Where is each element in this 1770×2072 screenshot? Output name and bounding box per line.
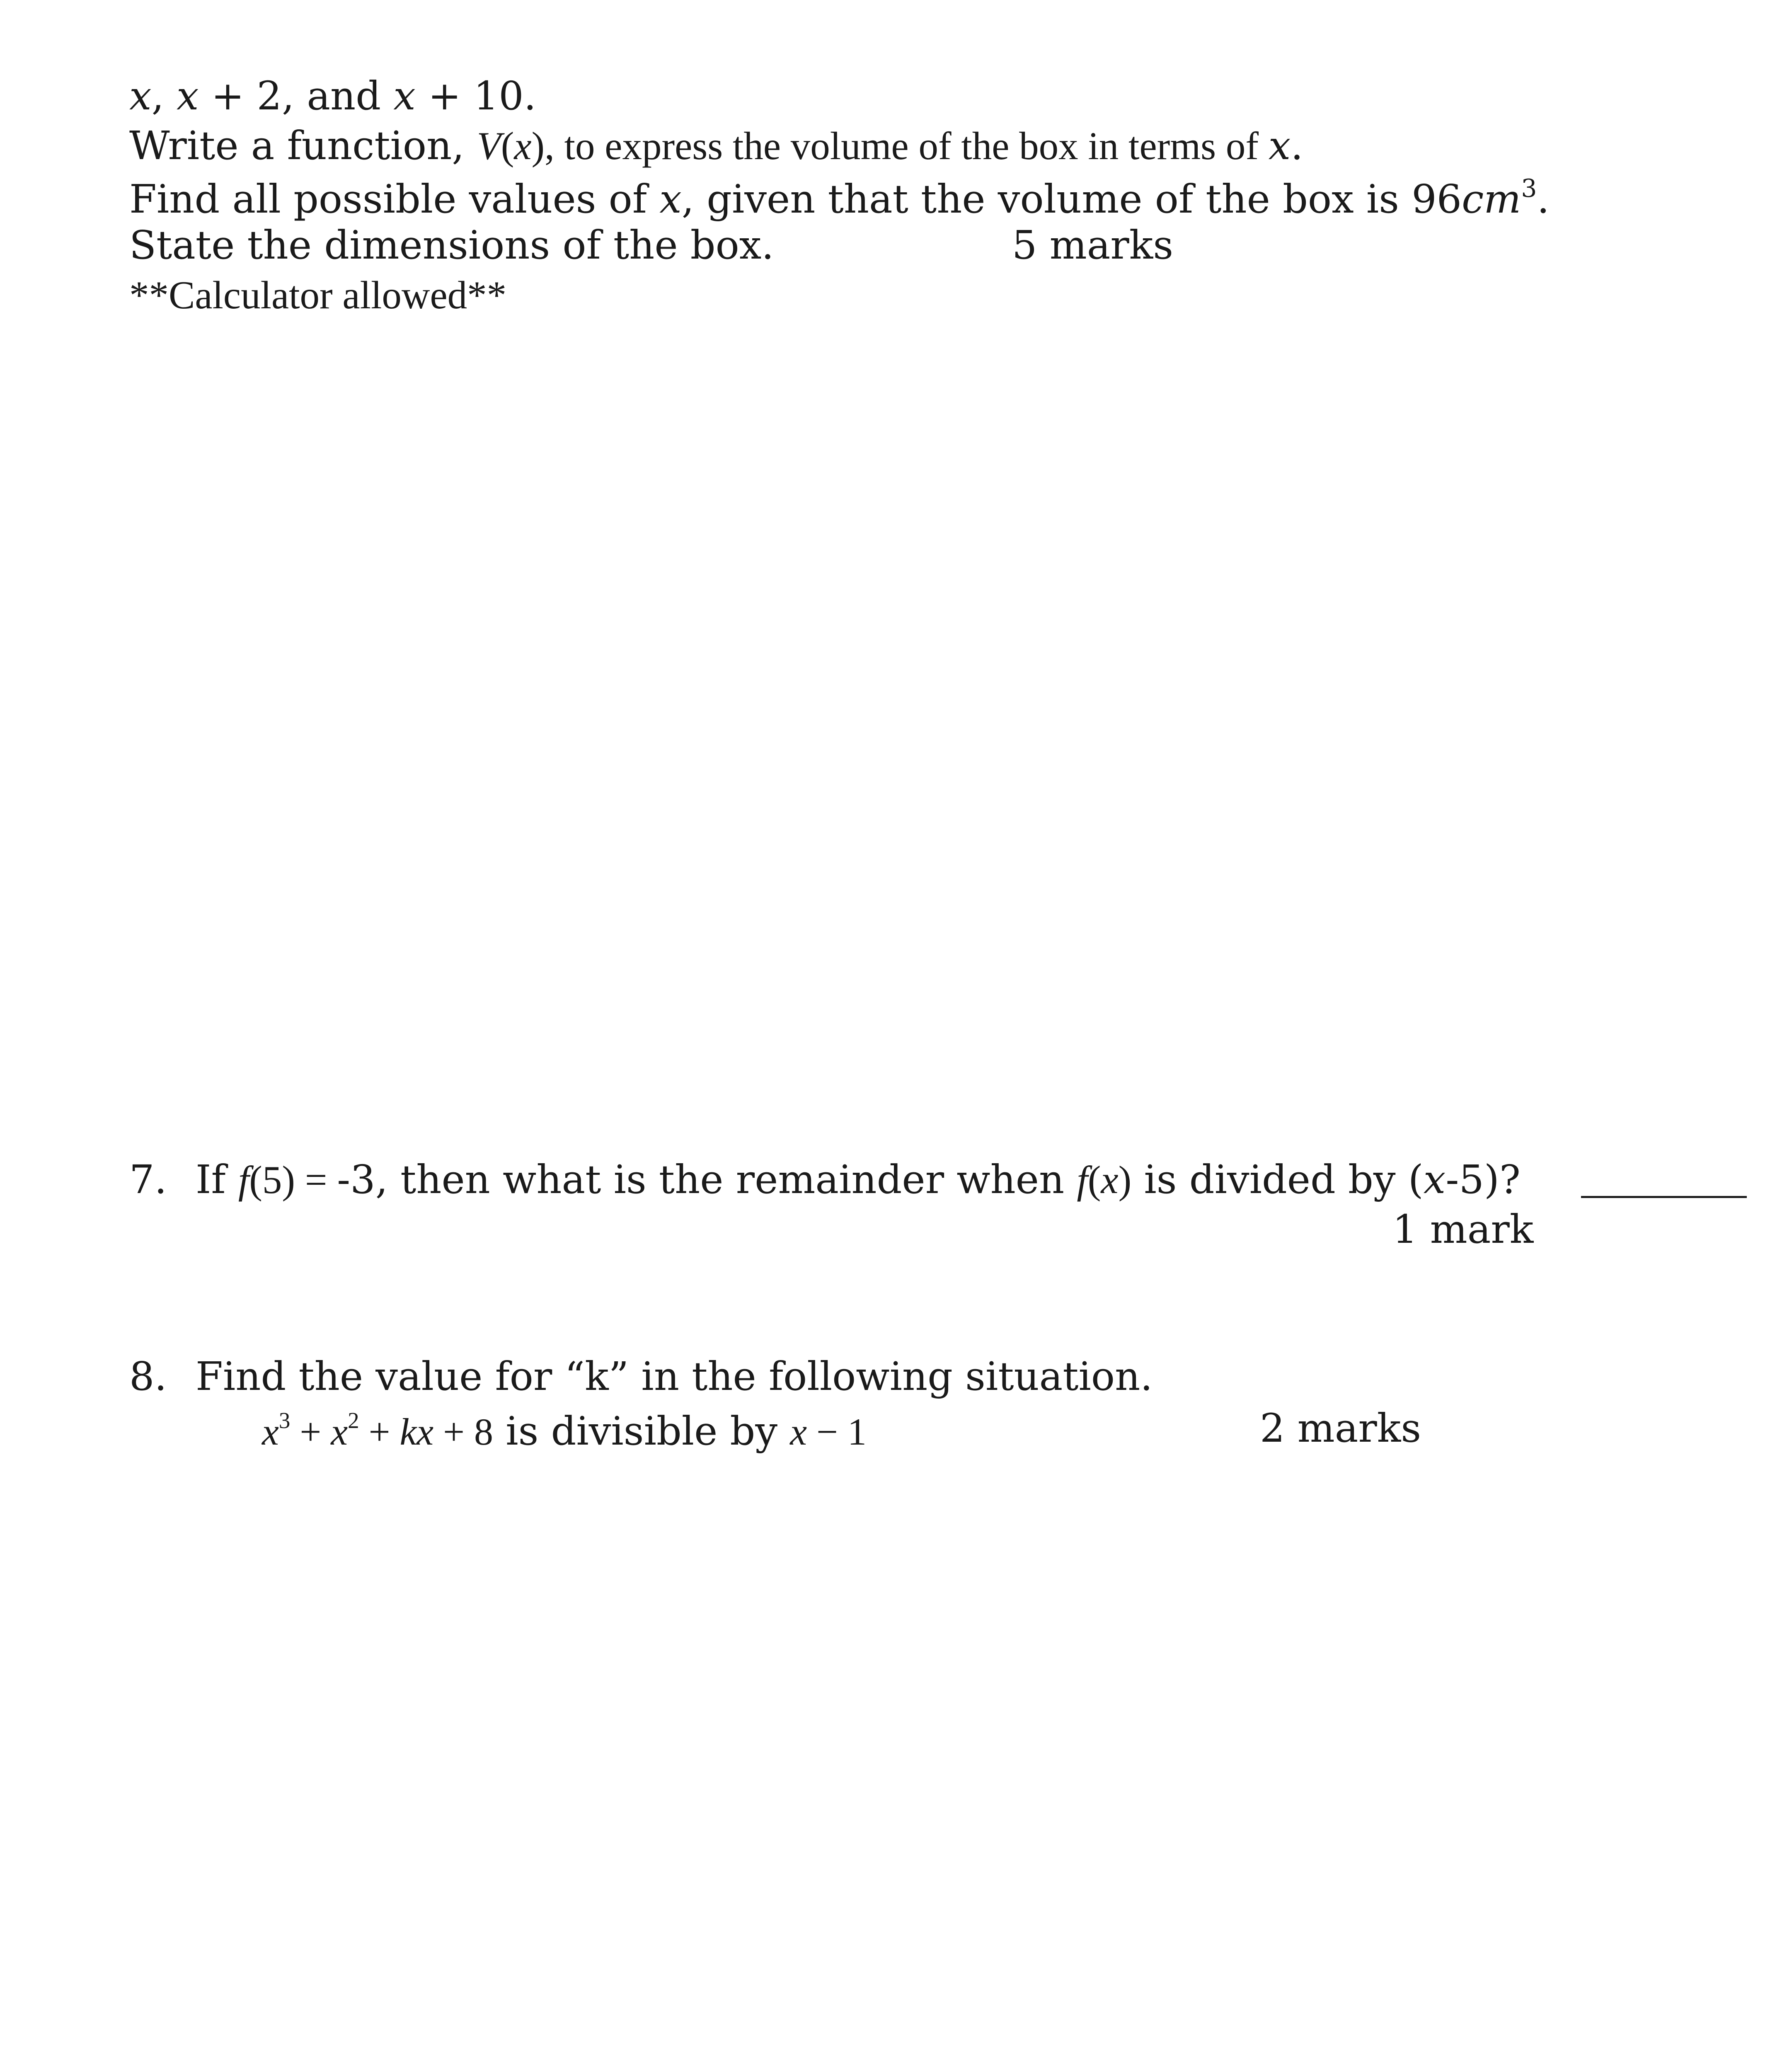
paren: ( bbox=[501, 124, 514, 168]
q6-calculator-note: **Calculator allowed** bbox=[129, 273, 507, 317]
exponent: 3 bbox=[278, 1408, 291, 1433]
operator: + bbox=[290, 1411, 331, 1453]
paren: ) bbox=[1118, 1158, 1132, 1202]
q6-line-write-function bbox=[129, 123, 1303, 169]
var-x: x bbox=[659, 177, 682, 222]
paren: ( bbox=[1087, 1158, 1101, 1202]
text: , bbox=[151, 73, 177, 119]
text: , given that the volume of the box is 96 bbox=[681, 177, 1462, 222]
operator: + 8 bbox=[433, 1411, 494, 1453]
var-x: x bbox=[1423, 1157, 1446, 1203]
var-x: x bbox=[176, 73, 199, 119]
operator: − 1 bbox=[807, 1411, 867, 1453]
text: Write a function, bbox=[129, 123, 477, 169]
func-f: f bbox=[238, 1158, 249, 1202]
text: = bbox=[295, 1158, 337, 1202]
operator: + bbox=[359, 1411, 400, 1453]
q6-marks: 5 marks bbox=[1012, 223, 1174, 268]
text: State the dimensions of the box. bbox=[129, 223, 774, 268]
text: Find the value for “k” in the following situation. bbox=[196, 1354, 1153, 1399]
term-kx: kx bbox=[400, 1411, 434, 1453]
question-number: 7. bbox=[129, 1157, 167, 1203]
q8-expression-line bbox=[262, 1408, 867, 1454]
q7-question bbox=[129, 1157, 1521, 1203]
text: Find all possible values of bbox=[129, 177, 660, 222]
question-number: 8. bbox=[129, 1354, 167, 1399]
divisor bbox=[790, 1411, 867, 1453]
q6-line-state-dimensions bbox=[129, 223, 774, 268]
var-x: x bbox=[129, 73, 152, 119]
q6-line-find-values bbox=[129, 174, 1550, 222]
q7-marks: 1 mark bbox=[1392, 1207, 1534, 1252]
q8-marks: 2 marks bbox=[1260, 1406, 1421, 1451]
answer-blank[interactable] bbox=[1581, 1196, 1747, 1198]
text: (5) bbox=[249, 1158, 295, 1202]
exponent: 2 bbox=[348, 1408, 359, 1433]
polynomial bbox=[262, 1408, 494, 1453]
q6-line-dimensions bbox=[129, 73, 536, 119]
text: -3, then what is the remainder when bbox=[337, 1157, 1077, 1203]
text: . bbox=[1537, 177, 1550, 222]
exponent: 3 bbox=[1521, 174, 1537, 203]
var-x: x bbox=[262, 1411, 279, 1453]
q8-question bbox=[129, 1354, 1153, 1399]
var-x: x bbox=[1101, 1158, 1119, 1202]
var-x: x bbox=[331, 1411, 348, 1453]
text: + 2, and bbox=[199, 73, 394, 119]
unit-cm: cm bbox=[1462, 177, 1521, 222]
var-V: V bbox=[477, 124, 501, 168]
text: is divisible by bbox=[493, 1409, 790, 1454]
func-f: f bbox=[1077, 1158, 1088, 1202]
var-x: x bbox=[1268, 123, 1291, 169]
var-x: x bbox=[393, 73, 416, 119]
paren: ), to express the volume of the box in terms of bbox=[531, 124, 1269, 168]
var-x: x bbox=[790, 1411, 807, 1453]
text: . bbox=[1291, 123, 1303, 169]
text: If bbox=[196, 1157, 238, 1203]
var-x: x bbox=[514, 124, 532, 168]
text: is divided by ( bbox=[1131, 1157, 1424, 1203]
text: + 10. bbox=[415, 73, 536, 119]
text: -5)? bbox=[1446, 1157, 1521, 1203]
